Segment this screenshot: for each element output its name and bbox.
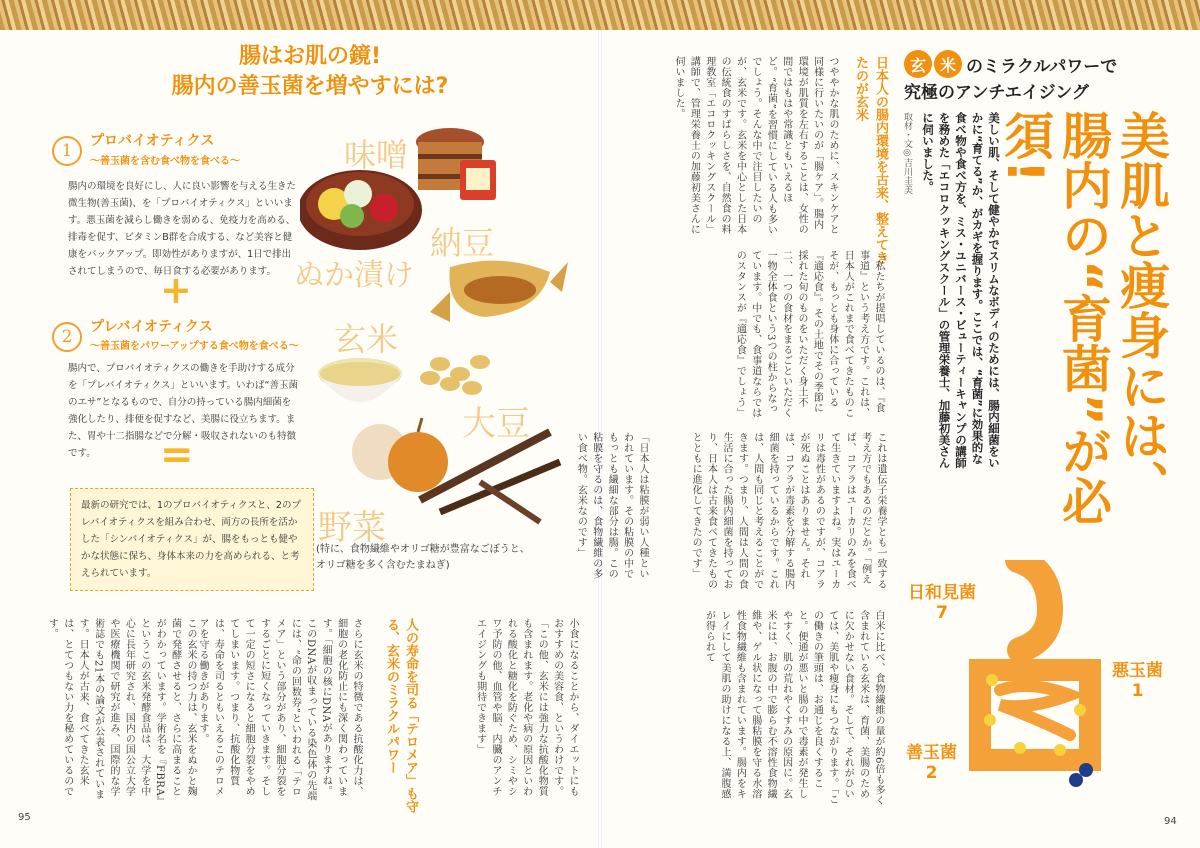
caption-line2: オリゴ糖を多く含むたまねぎ) (316, 560, 450, 571)
section2-body: 腸内で、プロバイオティクスの働きを手助けする成分を「プレバイオティクス」といいます。いわば“善玉菌のエサ”となるもので、自分の持っている腸内細菌を強化したり、排便を促すなど、美腸に役立ちます。また、胃や十二指腸などで分解・吸収されないのも特徴です。 (68, 363, 298, 459)
page-number-left: 95 (18, 812, 31, 823)
small-intestine-shape (1000, 686, 1070, 735)
left-column-b: 小食になることから、ダイエットにもおすすめの美容食、というわけです。「この他、玄米には強力な抗酸化物質も含まれます。老化や病の原因といわれる酸化と糖化を防ぐため、シミやシワ予防の他、血管や脳、内臓のアンチエイジングも期待できます」 (474, 618, 578, 797)
left-title-line1: 腸はお肌の鏡! (238, 44, 382, 69)
page-number-right: 94 (1164, 816, 1177, 827)
right-column-5: 白米に比べ、食物繊維の量が約6倍も多く含まれている玄米は、育菌、美腸のために欠かせない食材。そして、それがひいては、美肌や痩身にもつながります。「この働きの筆頭は、お通じを良くすること。便通が悪いと腸の中で毒素が発生しやすく、肌の荒れやくすみの原因に。玄米には、お腹の中で膨らむ不溶性食物繊維や、ゲル状になって腸粘膜を守る水溶性食物繊維も含まれています。腸内をキレイにして美肌の助けになる上、満腹感が得られて (703, 610, 884, 806)
section1-subtitle: 〜善玉菌を含む食べ物を食べる〜 (90, 156, 240, 167)
akudama-label (1112, 656, 1163, 701)
badge-gen: 玄 (904, 50, 932, 78)
section2-subtitle: 〜善玉菌をパワーアップする食べ物を食べる〜 (90, 341, 299, 352)
label-genmai: 玄米 (334, 320, 399, 358)
left-column-a: さらに玄米の特徴である抗酸化力は、細胞の老化防止にも深く関わっています。「細胞の核にDNAがありますね。このDNAが収まっている染色体の先端には、“命の回数券”といわれる「テロメア」という部分があり、細胞分裂をするごとに短くなっていきます。そして一定の短さになると細胞分裂をやめてしまいます。つまり、抗酸化物質は、寿命を司るともいえるこのテロメアを守る働きがあります。 (196, 618, 362, 801)
plus-sign: + (160, 268, 192, 312)
stomach-shape (1018, 560, 1050, 650)
left-title (120, 42, 500, 102)
section2-number: 2 (52, 322, 82, 352)
label-nukazuke: ぬか漬け (294, 258, 414, 293)
kicker-line2: 究極のアンチエイジング (904, 83, 1089, 103)
label-natto: 納豆 (430, 224, 495, 262)
nukazuke-tray-illustration (300, 170, 422, 250)
right-column-3: これは遺伝子栄養学とも一致する考え方でもあるのだとか。「例えば、コアラはユーカリのみを食べて生きていますよね。実はユーカリは毒性があるのですが、コアラが死ぬことはありません。それは、コアラが毒素を分解する腸内細菌を持っているからです。これは、人間も同じと考えることができます。つまり、人間は人間の食生活に合った腸内細菌を持っており、日本人は古来食べてきたものとともに進化してきたのです」 (690, 432, 886, 590)
zendama-count: 2 (925, 763, 938, 783)
right-column-4: 「日本人は粘膜が弱い人種といわれています。その粘膜の中でもっとも繊細な部分は腸。この粘膜を守るのは、食物繊維の多い食べ物。玄米なのです」 (575, 432, 648, 579)
akudama-count: 1 (1131, 681, 1144, 701)
right-column-1: つややかな肌のために、スキンケアと同様に行いたいのが「腸ケア」。腸内環境が肌質を左右することは、女性の間ではもはや常識ともいえるほど。“育菌”を習慣にしている人も多いでしょう。そんな中で注目したいのが、玄米です。玄米を中心とした日本の伝統食のすばらしさを、自然食の料理教室「エコロクッキングスクール」講師で、管理栄養士の加藤初美さんに伺いました。 (672, 56, 838, 236)
section1-title: プロバイオティクス (90, 133, 215, 149)
left-mid-heading: 人の寿命を司る「テロメア」も守る、玄米のミラクルパワー (384, 618, 418, 813)
zendama-name: 善玉菌 (906, 743, 957, 763)
main-title: 美肌と痩身には、腸内の“育菌”が必須! (996, 110, 1170, 526)
vegetable-caption (316, 542, 530, 574)
miso-pot-illustration (416, 128, 496, 200)
section1-number: 1 (52, 136, 82, 166)
section1-body: 腸内の環境を良好にし、人に良い影響を与える生きた微生物(善玉菌)、を「プロバイオティクス」といいます。悪玉菌を減らし働きを弱める、免疫力を高める、排毒を促す、ビタミンB群を合成する、など美容と健康をバックアップ。即効性がありますが、1日で排出されてしまうので、毎日食する必要があります。 (68, 181, 297, 277)
soybeans-illustration (420, 355, 490, 395)
natto-illustration (430, 261, 568, 322)
brown-rice-header-strip (0, 0, 1200, 30)
caption-line1: (特に、食物繊維やオリゴ糖が豊富なごぼうと、 (316, 544, 530, 555)
lead-text: 美しい肌、そして健やかでスリムなボディのためには、腸内細菌をいかに“育てる”か、がカギを握ります。ここでは、“育菌”に効果的な食べ物や食べ方を、ミス・ユニバース・ビューティーキャンプの講師を務めた「エコロクッキングスクール」の管理栄養士、加藤初美さんに伺いました。 (921, 112, 1001, 469)
equals-sign: = (160, 432, 194, 478)
badge-mai: 米 (934, 50, 962, 78)
hiyori-label (908, 578, 976, 623)
section2-title: プレバイオティクス (90, 319, 213, 335)
right-column-2: 「私たちが提唱しているのは、『食事道』という考え方です。これは、日本人がこれまで食べてきたものこそが、もっとも身体に合っている『適応食』。その土地でその季節に採れた旬のものをいただく身土不二、一つの食材をまるごといただく一物全体食という3つの柱からなっています。中でも、食事道ならではのスタンスが『適応食』でしょう」 (734, 250, 884, 418)
left-title-line2: 腸内の善玉菌を増やすには? (171, 74, 449, 99)
kicker-line1: のミラクルパワーで (966, 57, 1118, 77)
label-daizu: 大豆 (462, 404, 530, 444)
synbiotics-box: 最新の研究では、1のプロバイオティクスと、2のプレバイオティクスを組み合わせ、両方の長所を活かした「シンバイオティクス」が、腸をもっとも健やかな状態に保ち、身体本来の力を高められる、と考えられています。 (70, 488, 314, 591)
zendama-label (906, 738, 957, 783)
hiyori-name: 日和見菌 (908, 583, 976, 603)
right-sub-heading: 日本人の腸内環境を古来、整えてきたのが玄米 (853, 56, 888, 264)
label-yasai: 野菜 (318, 508, 386, 548)
akudama-name: 悪玉菌 (1112, 661, 1163, 681)
genmai-bowl-illustration (318, 358, 402, 402)
label-miso: 味噌 (344, 136, 409, 174)
left-column-c: この玄米の持つ力は、玄米をぬかと麹菌で発酵させると、さらに高まることがわかっています。学術名を『FBRA』というこの玄米発酵食品は、大学を中心に長年研究され、国内の国公立大学や医療機関で研究が進み、国際的な学術誌でも21本の論文が公表されています。日本人が古来、食べてきた玄米は、とてつもない力を秘めているのです。 (46, 618, 196, 802)
credit-text: 取材・文◎吉川圭美 (902, 112, 912, 194)
hiyori-count: 7 (936, 603, 948, 623)
